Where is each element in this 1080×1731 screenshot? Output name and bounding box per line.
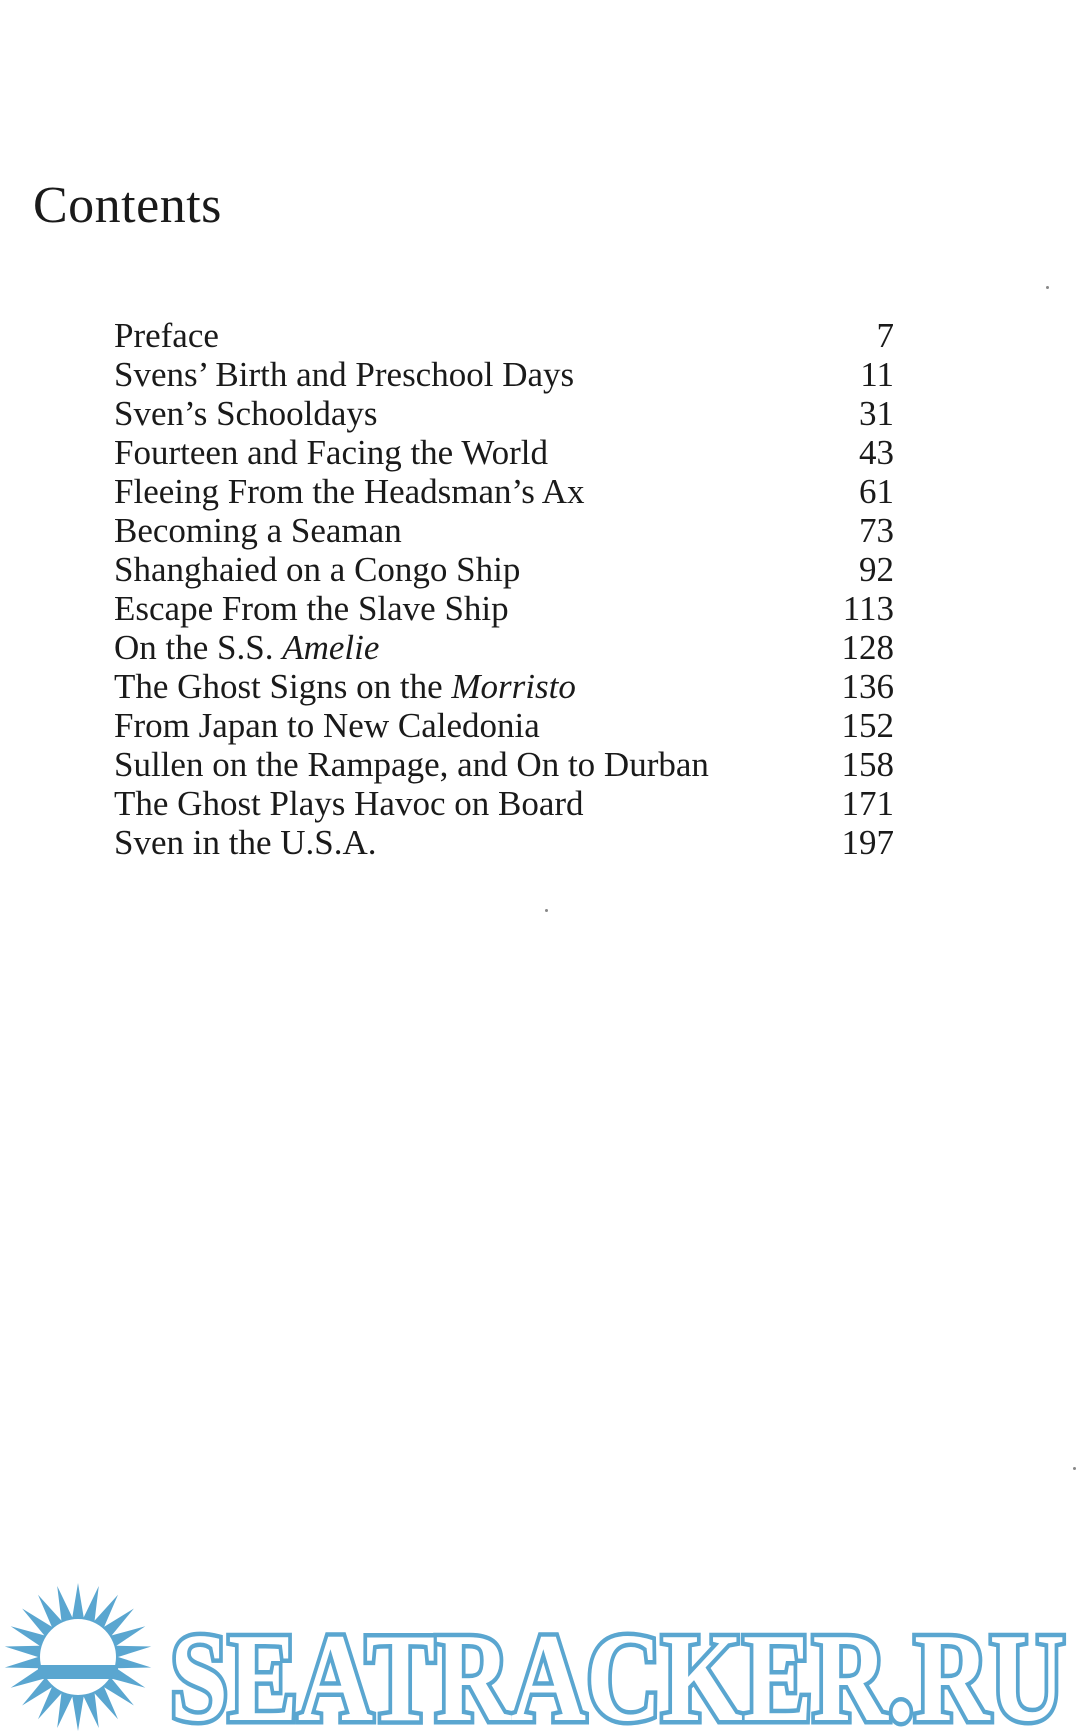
toc-entry-page: 11: [860, 355, 894, 394]
toc-entry-page: 61: [859, 472, 894, 511]
title-text: Sullen on the Rampage, and On to Durban: [114, 745, 709, 784]
toc-entry-title: [114, 667, 576, 706]
toc-entry: [114, 511, 894, 550]
toc-entry-title: [114, 433, 548, 472]
scan-speck: [545, 909, 548, 912]
toc-entry-title: [114, 511, 402, 550]
scan-speck: [1073, 1467, 1076, 1470]
title-text: Preface: [114, 316, 219, 355]
toc-entry-title: [114, 745, 709, 784]
sun-burst-icon: [5, 1583, 151, 1731]
toc-entry: [114, 706, 894, 745]
toc-entry: [114, 628, 894, 667]
toc-entry-page: 7: [876, 316, 894, 355]
title-text: From Japan to New Caledonia: [114, 706, 540, 745]
ship-name: Amelie: [282, 628, 380, 667]
toc-entry: [114, 394, 894, 433]
title-text: Escape From the Slave Ship: [114, 589, 509, 628]
watermark: [0, 1572, 1080, 1731]
toc-entry-page: 152: [841, 706, 894, 745]
toc-entry-title: [114, 394, 377, 433]
page-title: Contents: [33, 177, 222, 234]
toc-entry: [114, 316, 894, 355]
title-text: On the S.S.: [114, 628, 283, 667]
toc-entry-page: 43: [859, 433, 894, 472]
title-text: Fleeing From the Headsman’s Ax: [114, 472, 585, 511]
toc-entry-title: [114, 316, 219, 355]
toc-entry: [114, 589, 894, 628]
table-of-contents: [114, 316, 894, 862]
toc-entry-title: [114, 706, 540, 745]
title-text: Becoming a Seaman: [114, 511, 402, 550]
toc-entry: [114, 433, 894, 472]
toc-entry-title: [114, 784, 584, 823]
toc-entry: [114, 355, 894, 394]
toc-entry-page: 73: [859, 511, 894, 550]
toc-entry: [114, 550, 894, 589]
title-text: Sven in the U.S.A.: [114, 823, 377, 862]
toc-entry: [114, 823, 894, 862]
toc-entry-page: 158: [841, 745, 894, 784]
toc-entry-title: [114, 550, 520, 589]
toc-entry: [114, 472, 894, 511]
title-text: Shanghaied on a Congo Ship: [114, 550, 521, 589]
toc-entry-title: [114, 472, 585, 511]
toc-entry-page: 128: [841, 628, 894, 667]
title-text: The Ghost Plays Havoc on Board: [114, 784, 584, 823]
toc-entry-page: 171: [841, 784, 894, 823]
title-text: Svens’ Birth and Preschool Days: [114, 355, 575, 394]
toc-entry-title: [114, 589, 509, 628]
title-text: Fourteen and Facing the World: [114, 433, 548, 472]
toc-entry: [114, 745, 894, 784]
toc-entry-title: [114, 628, 379, 667]
watermark-text: SEATRACKER.RU: [170, 1609, 1065, 1731]
toc-entry-page: 197: [841, 823, 894, 862]
toc-entry: [114, 667, 894, 706]
title-text: Sven’s Schooldays: [114, 394, 378, 433]
title-text: The Ghost Signs on the: [114, 667, 452, 706]
toc-entry-page: 31: [859, 394, 894, 433]
toc-entry-page: 92: [859, 550, 894, 589]
scan-speck: [1046, 286, 1049, 289]
toc-entry: [114, 784, 894, 823]
toc-entry-page: 136: [841, 667, 894, 706]
toc-entry-page: 113: [842, 589, 894, 628]
toc-entry-title: [114, 823, 377, 862]
ship-name: Morristo: [451, 667, 576, 706]
toc-entry-title: [114, 355, 574, 394]
